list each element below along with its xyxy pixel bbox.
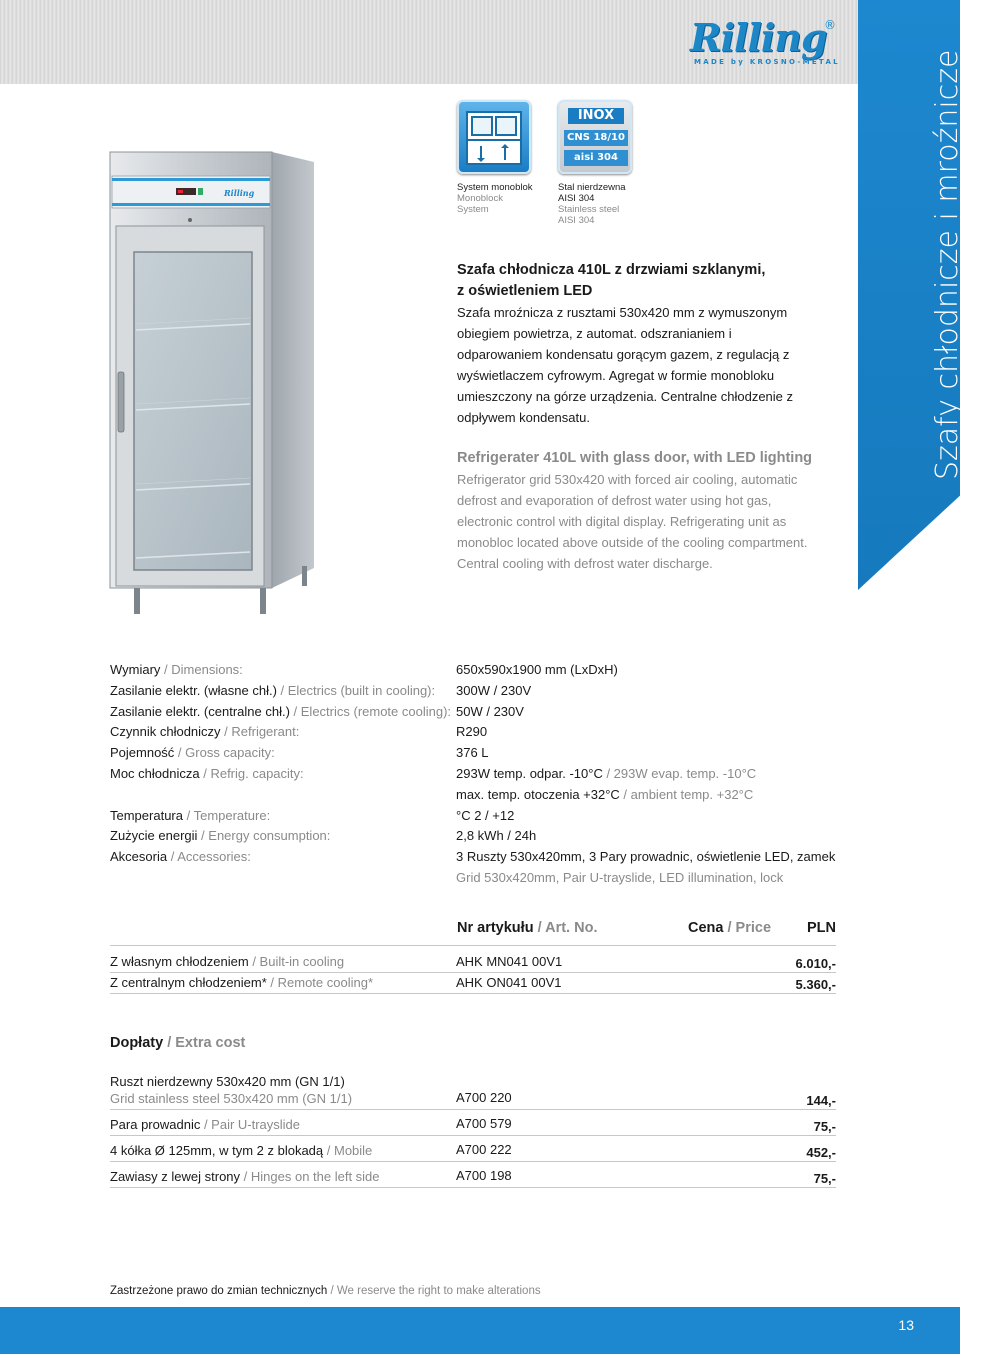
spec-label-en: / Electrics (remote cooling): — [289, 703, 452, 719]
spec-row — [110, 681, 850, 702]
spec-label-pl: Akcesoria — [110, 849, 168, 865]
spec-value-en: / ambient temp. +32°C — [619, 786, 754, 802]
spec-row — [110, 702, 850, 723]
extra-row — [110, 1140, 836, 1162]
inox-steel-icon — [558, 100, 632, 174]
spec-value: 376 L — [456, 745, 489, 761]
feature-inox-label-pl: Stal nierdzewna AISI 304 — [558, 182, 626, 204]
extra-cost-section — [110, 1033, 836, 1192]
price-row-name-pl: Z własnym chłodzeniem — [110, 954, 249, 969]
extra-row-code: A700 222 — [456, 1142, 512, 1157]
spec-row — [110, 826, 850, 847]
spec-label-en: / Electrics (built in cooling): — [276, 682, 436, 698]
spec-label-pl: Czynnik chłodniczy — [110, 724, 221, 740]
brand-logo-word: Rilling — [690, 15, 827, 60]
feature-inox — [558, 100, 636, 226]
price-row-price: 6.010,- — [795, 956, 836, 971]
price-row — [110, 973, 836, 994]
extra-row-price: 75,- — [813, 1119, 836, 1134]
extra-row-name-pl: 4 kółka Ø 125mm, w tym 2 z blokadą — [110, 1143, 324, 1158]
spec-label-pl: Zasilanie elektr. (własne chł.) — [110, 682, 277, 698]
refrigerator-image — [108, 148, 320, 628]
extra-cost-title — [110, 1033, 836, 1053]
price-row-price: 5.360,- — [795, 977, 836, 992]
extra-row — [110, 1114, 836, 1136]
spec-row — [110, 660, 850, 681]
page-number: 13 — [898, 1317, 914, 1333]
price-row — [110, 952, 836, 973]
disclaimer-en: / We reserve the right to make alterations — [327, 1285, 541, 1297]
product-text-pl: Szafa mroźnicza z rusztami 530x420 mm z wymuszonym obiegiem powietrza, z automat. odszranianiem i odparowaniem kondensatu gorącym gazem, z regulacją z wyświetlaczem cyfrowym. Agregat w formie monobloku umieszczony na górze urządzenia. Centralne chłodzenie z odpływem kondensatu. — [457, 305, 794, 425]
inox-badge-mid: CNS 18/10 — [564, 130, 628, 146]
spec-value: 300W / 230V — [456, 682, 532, 698]
specifications — [110, 660, 850, 889]
extra-row-name-en: / Hinges on the left side — [240, 1169, 380, 1184]
spec-value: max. temp. otoczenia +32°C — [456, 786, 620, 802]
spec-label-en: / Refrig. capacity: — [199, 765, 304, 781]
header-art-no-en: / Art. No. — [533, 920, 598, 936]
extra-cost-title-en: / Extra cost — [163, 1035, 246, 1051]
spec-row — [110, 806, 850, 827]
category-side-text — [932, 50, 986, 480]
extra-row-name-pl: Ruszt nierdzewny 530x420 mm (GN 1/1) — [110, 1074, 345, 1089]
inox-badge-top: INOX — [568, 108, 624, 124]
feature-monoblock-label-en: Monoblock System — [457, 193, 503, 215]
product-title-pl-line2: z oświetleniem LED — [457, 283, 593, 299]
extra-row-code: A700 198 — [456, 1168, 512, 1183]
product-title-en: Refrigerater 410L with glass door, with LED lighting — [457, 450, 813, 466]
extra-row-name-pl: Para prowadnic — [110, 1117, 201, 1132]
spec-value: 650x590x1900 mm (LxDxH) — [456, 662, 618, 677]
spec-value-en: / 293W evap. temp. -10°C — [602, 765, 757, 781]
header-price-pl: Cena — [688, 920, 724, 936]
spec-label-pl: Pojemność — [110, 745, 175, 761]
footer-bar — [0, 1307, 960, 1354]
spec-row — [110, 847, 850, 868]
price-table-header — [110, 920, 836, 946]
spec-label-pl: Wymiary — [110, 662, 161, 677]
spec-value: 2,8 kWh / 24h — [456, 828, 537, 844]
spec-label-pl: Temperatura — [110, 807, 183, 823]
header-price — [688, 920, 771, 936]
monoblock-icon — [457, 100, 531, 174]
extra-cost-title-pl: Dopłaty — [110, 1035, 164, 1051]
product-title-pl-line1: Szafa chłodnicza 410L z drzwiami szklanymi, — [457, 262, 766, 278]
spec-row — [110, 764, 850, 785]
extra-row-price: 452,- — [806, 1145, 836, 1160]
extra-row-name-en: Grid stainless steel 530x420 mm (GN 1/1) — [110, 1091, 353, 1106]
spec-label-en: / Gross capacity: — [174, 745, 275, 761]
header-band — [0, 0, 960, 84]
product-text-en: Refrigerator grid 530x420 with forced air cooling, automatic defrost and evaporation of defrost water using hot gas, electronic control with digital display. Refrigerating unit as monobloc located above outside of the cooling compartment. Central cooling with defrost water discharge. — [457, 472, 808, 571]
price-table — [110, 920, 836, 994]
spec-row — [110, 743, 850, 764]
extra-row-name-en: / Mobile — [323, 1143, 373, 1158]
feature-monoblock-label-pl: System monoblok — [457, 182, 533, 193]
spec-row — [110, 785, 850, 806]
spec-value: 3 Ruszty 530x420mm, 3 Pary prowadnic, oświetlenie LED, zamek — [456, 849, 836, 865]
disclaimer-pl: Zastrzeżone prawo do zmian technicznych — [110, 1285, 328, 1297]
spec-label-en: / Dimensions: — [160, 662, 243, 677]
inox-badge-bot: aisi 304 — [564, 150, 628, 166]
header-art-no-pl: Nr artykułu — [457, 920, 534, 936]
extra-row-name-en: / Pair U-trayslide — [200, 1117, 301, 1132]
price-row-name-en: / Built-in cooling — [248, 954, 345, 969]
category-title-pl: Szafy chłodnicze i mroźnicze — [930, 49, 965, 480]
header-art-no — [457, 920, 597, 936]
spec-row — [110, 868, 850, 889]
spec-label-pl: Moc chłodnicza — [110, 765, 200, 781]
spec-row — [110, 722, 850, 743]
price-row-name-en: / Remote cooling* — [266, 975, 374, 990]
spec-label-en: / Accessories: — [167, 849, 251, 865]
disclaimer — [110, 1285, 541, 1297]
product-description-en — [457, 448, 837, 574]
spec-value: 50W / 230V — [456, 703, 524, 719]
price-row-code: AHK MN041 00V1 — [456, 954, 563, 969]
spec-label-pl: Zasilanie elektr. (centralne chł.) — [110, 703, 290, 719]
extra-row-code: A700 579 — [456, 1116, 512, 1131]
extra-row-code: A700 220 — [456, 1090, 512, 1105]
registered-mark: ® — [824, 18, 836, 32]
spec-value-en: Grid 530x420mm, Pair U-trayslide, LED illumination, lock — [456, 869, 784, 885]
spec-value: R290 — [456, 724, 488, 740]
extra-row — [110, 1166, 836, 1188]
svg-text:Rilling: Rilling — [224, 188, 255, 198]
spec-value: 293W temp. odpar. -10°C — [456, 765, 603, 781]
brand-logo — [690, 15, 840, 70]
spec-label-en: / Refrigerant: — [220, 724, 300, 740]
extra-row — [110, 1071, 836, 1110]
extra-row-price: 144,- — [806, 1093, 836, 1108]
spec-label-en: / Energy consumption: — [197, 828, 331, 844]
feature-inox-label-en: Stainless steel AISI 304 — [558, 204, 620, 226]
header-price-en: / Price — [723, 920, 772, 936]
spec-label-pl: Zużycie energii — [110, 828, 198, 844]
spec-value: °C 2 / +12 — [456, 807, 515, 823]
price-row-code: AHK ON041 00V1 — [456, 975, 562, 990]
product-description — [457, 260, 837, 574]
price-row-name-pl: Z centralnym chłodzeniem* — [110, 975, 267, 990]
spec-label-en: / Temperature: — [182, 807, 271, 823]
extra-row-price: 75,- — [813, 1171, 836, 1186]
extra-row-name-pl: Zawiasy z lewej strony — [110, 1169, 241, 1184]
brand-tagline: MADE by KROSNO-METAL — [694, 58, 840, 66]
category-title-en: Refrigerators and freezers — [963, 205, 987, 480]
feature-monoblock — [457, 100, 535, 215]
header-currency: PLN — [807, 920, 836, 936]
